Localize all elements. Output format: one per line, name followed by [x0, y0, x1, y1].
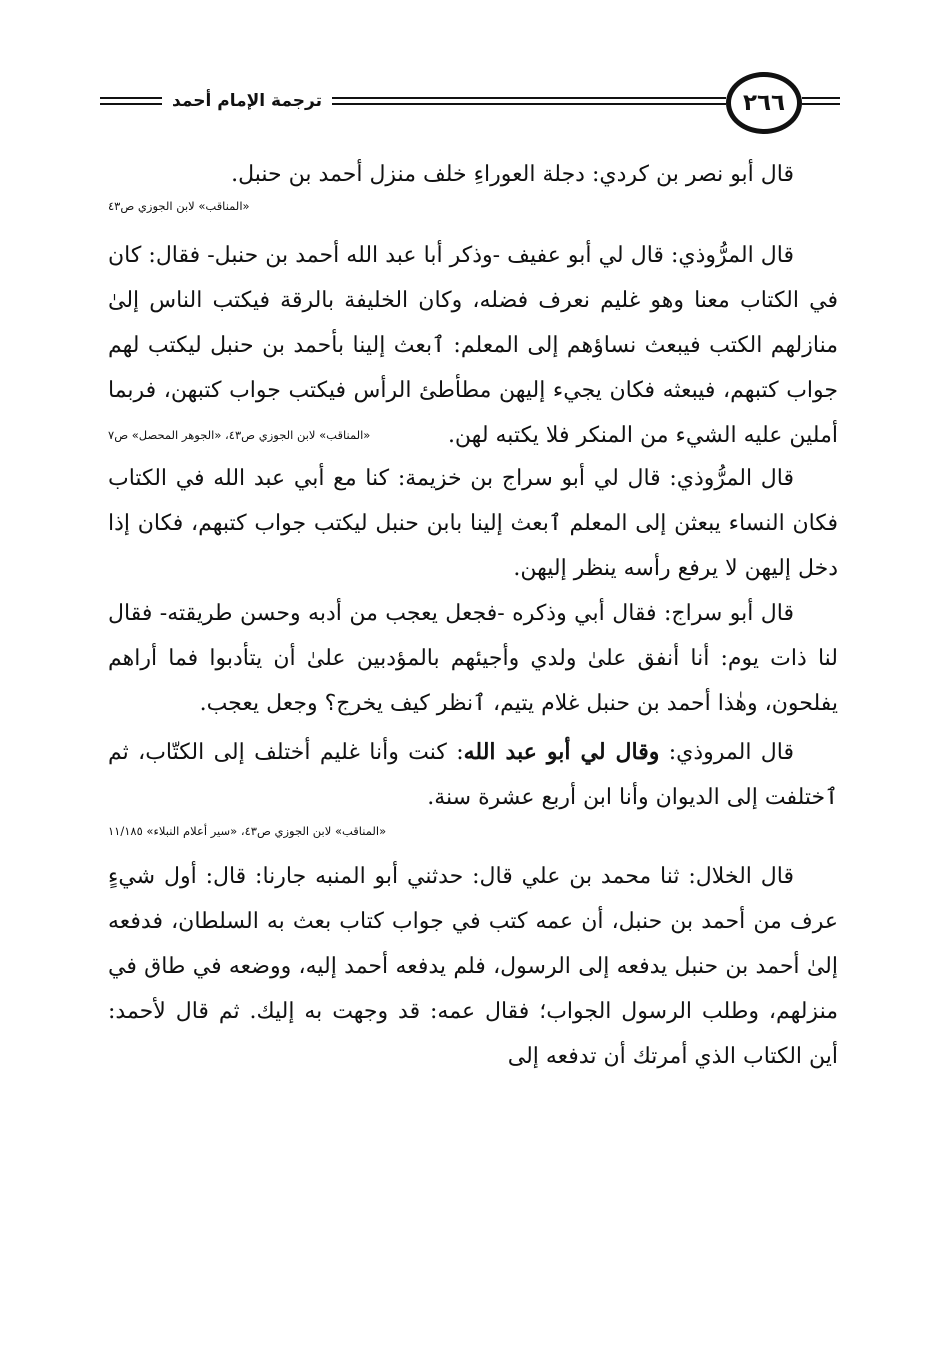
paragraph: قال أبو نصر بن كردي: دجلة العوراءِ خلف منزل أحمد بن حنبل. [231, 162, 794, 187]
page-header [100, 70, 840, 144]
paragraph-rest: : كنت وأنا غليم أختلف إلى الكتّاب، ثم ٱختلفت إلى الديوان وأنا ابن أربع عشرة سنة. [108, 740, 838, 810]
header-rule-left-bottom [100, 103, 162, 105]
source-citation: «المناقب» لابن الجوزي ص٤٣، «سير أعلام النبلاء» ١١/١٨٥ [108, 824, 387, 838]
paragraph: قال المرُّوذي: قال لي أبو عفيف -وذكر أبا عبد الله أحمد بن حنبل- فقال: كان في الكتاب معنا وهو غليم نعرف فضله، وكان الخليفة بالرقة فيكتب الناس إلىٰ منازلهم الكتب فيبعث نساؤهم إلى المعلم: ٱبعث إلينا بأحمد بن حنبل ليكتب لهم جواب كتبهم، فيبعثه فكان يجيء إليهن مطأطئ الرأس فيكتب جواب كتبهن، فربما أملين عليه الشيء من المنكر فلا يكتبه لهن. [108, 243, 838, 448]
header-rule-mid-top [332, 97, 726, 99]
paragraph-lead: قال المروذي: [659, 740, 795, 765]
paragraph: قال الخلال: ثنا محمد بن علي قال: حدثني أبو المنبه جارنا: قال: أول شيءٍ عرف من أحمد بن حنبل، أن عمه كتب في جواب كتاب بعث به السلطان، فدفعه إلىٰ أحمد بن حنبل يدفعه إلى الرسول، فلم يدفعه أحمد إليه، ووضعه في طاق في منزلهم، وطلب الرسول الجواب؛ فقال عمه: قد وجهت به إليك. ثم قال لأحمد: أين الكتاب الذي أمرتك أن تدفعه إلى [108, 864, 838, 1069]
page-content [108, 152, 838, 1079]
paragraph [108, 730, 838, 820]
source-citation: «المناقب» لابن الجوزي ص٤٣ [108, 199, 250, 213]
page-number: ٢٦٦ [726, 72, 802, 134]
paragraph: قال أبو سراج: فقال أبي وذكره -فجعل يعجب من أدبه وحسن طريقته- فقال لنا ذات يوم: أنا أنفق علىٰ ولدي وأجيئهم بالمؤدبين علىٰ أن يتأدبوا فما أراهم يفلحون، وهٰذا أحمد بن حنبل غلام يتيم، ٱنظر كيف يخرج؟ وجعل يعجب. [108, 601, 839, 716]
source-citation: «المناقب» لابن الجوزي ص٤٣، «الجوهر المحصل» ص٧ [108, 428, 371, 442]
paragraph: قال المرُّوذي: قال لي أبو سراج بن خزيمة: كنا مع أبي عبد الله في الكتاب فكان النساء يبعثن إلى المعلم ٱبعث إلينا بابن حنبل ليكتب جواب كتبهم، فكان إذا دخل إليهن لا يرفع رأسه ينظر إليهن. [108, 466, 838, 581]
header-rule-right-top [802, 97, 840, 99]
paragraph-bold-phrase: وقال لي أبو عبد الله [463, 739, 660, 765]
running-title: ترجمة الإمام أحمد [162, 90, 332, 112]
header-rule-right-bottom [802, 103, 840, 105]
header-rule-mid-bottom [332, 103, 726, 105]
header-rule-left-top [100, 97, 162, 99]
